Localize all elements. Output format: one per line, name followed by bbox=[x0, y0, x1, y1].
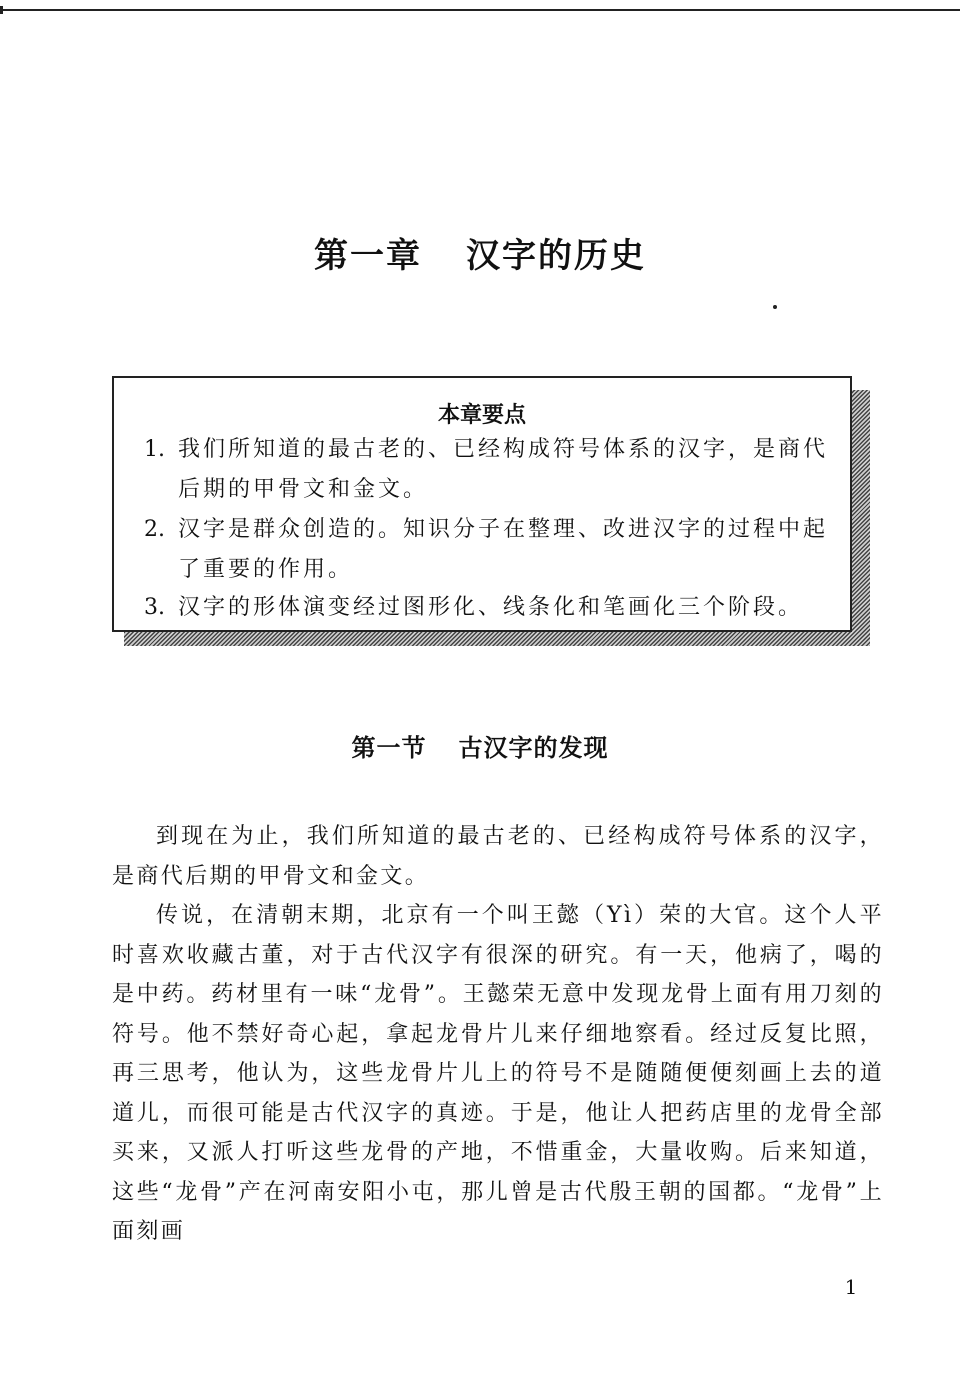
key-point-text: 汉字的形体演变经过图形化、线条化和笔画化三个阶段。 bbox=[178, 595, 804, 620]
key-point-number: 1. bbox=[144, 437, 165, 462]
body-text bbox=[112, 817, 884, 1252]
key-point-text: 我们所知道的最古老的、已经构成符号体系的汉字，是商代后期的甲骨文和金文。 bbox=[178, 437, 829, 502]
chapter-title bbox=[0, 228, 960, 277]
scan-speck bbox=[773, 305, 777, 309]
key-point-text: 汉字是群众创造的。知识分子在整理、改进汉字的过程中起了重要的作用。 bbox=[178, 517, 829, 582]
page-number: 1 bbox=[844, 1275, 858, 1299]
key-point-number: 2. bbox=[144, 517, 165, 542]
paragraph: 到现在为止，我们所知道的最古老的、已经构成符号体系的汉字，是商代后期的甲骨文和金文。 bbox=[112, 824, 884, 889]
chapter-name: 汉字的历史 bbox=[466, 236, 646, 276]
key-points-box bbox=[112, 376, 852, 632]
key-points-heading: 本章要点 bbox=[437, 403, 526, 428]
key-point-2 bbox=[144, 510, 834, 590]
section-name: 古汉字的发现 bbox=[458, 734, 609, 762]
section-title bbox=[0, 728, 960, 763]
section-number: 第一节 bbox=[351, 734, 427, 762]
key-point-1 bbox=[144, 430, 834, 510]
chapter-number: 第一章 bbox=[314, 236, 422, 276]
key-point-3 bbox=[144, 588, 834, 628]
top-rule-tick bbox=[0, 6, 3, 14]
key-point-number: 3. bbox=[144, 595, 165, 620]
paragraph: 传说，在清朝末期，北京有一个叫王懿（Yì）荣的大官。这个人平时喜欢收藏古董，对于古代汉字有很深的研究。有一天，他病了，喝的是中药。药材里有一味“龙骨”。王懿荣无意中发现龙骨上面有用刀刻的符号。他不禁好奇心起，拿起龙骨片儿来仔细地察看。经过反复比照，再三思考，他认为，这些龙骨片儿上的符号不是随随便便刻画上去的道道儿，而很可能是古代汉字的真迹。于是，他让人把药店里的龙骨全部买来，又派人打听这些龙骨的产地，不惜重金，大量收购。后来知道，这些“龙骨”产在河南安阳小屯，那儿曾是古代殷王朝的国都。“龙骨”上面刻画 bbox=[112, 903, 884, 1244]
top-rule bbox=[0, 9, 960, 11]
